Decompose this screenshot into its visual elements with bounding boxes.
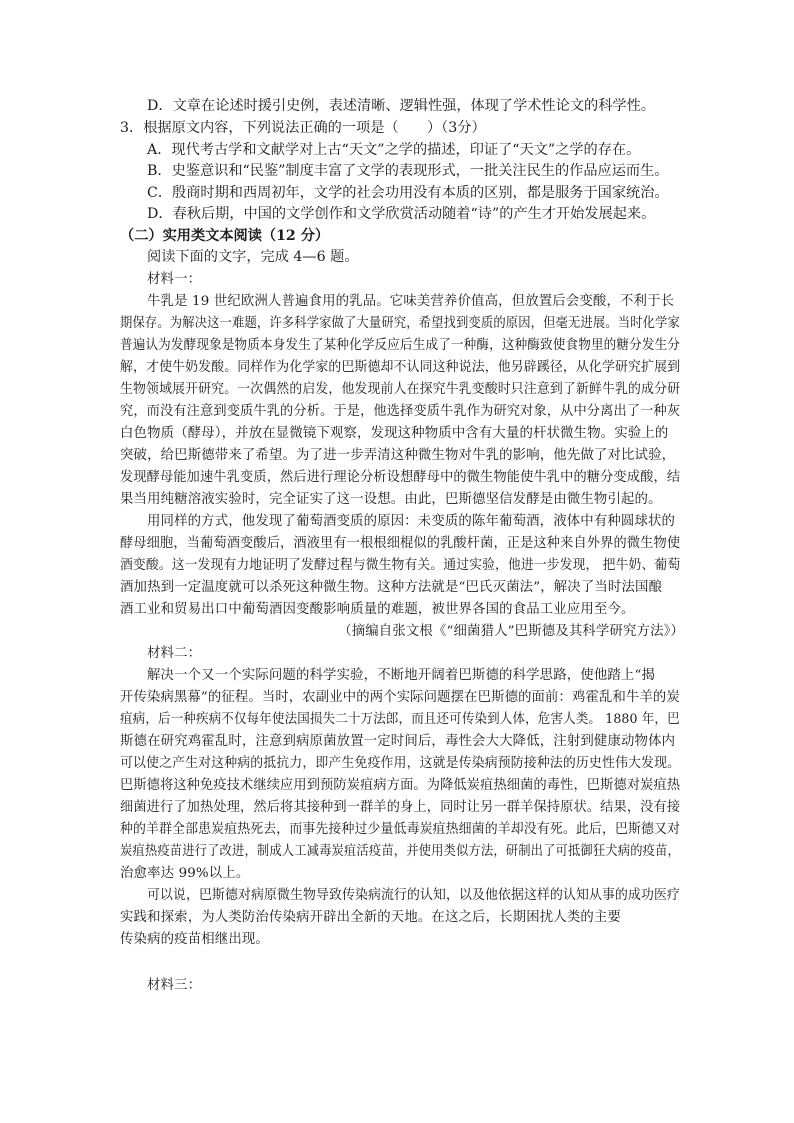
material1-line: 期保存。为解决这一难题，许多科学家做了大量研究，希望找到变质的原因，但毫无进展。当时化学家 bbox=[120, 316, 680, 331]
material2-line: 斯德在研究鸡霍乱时，注意到病原菌放置一定时间后，毒性会大大降低，注射到健康动物体内 bbox=[120, 734, 676, 749]
q3-option-a: A．现代考古学和文献学对上古“天文”之学的描述，印证了“天文”之学的存在。 bbox=[147, 142, 641, 158]
material2-line: 疽病，后一种疾病不仅每年使法国损失二十万法郎，而且还可传染到人体，危害人类。 1880 年，巴 bbox=[120, 712, 680, 727]
material2-line: 传染病的疫苗相继出现。 bbox=[120, 932, 269, 947]
material2-line: 巴斯德将这种免疫技术继续应用到预防炭疽病方面。为降低炭疽热细菌的毒性，巴斯德对炭疽热 bbox=[120, 778, 681, 793]
material1-label: 材料一： bbox=[147, 272, 202, 287]
material2-line: 解决一个又一个实际问题的科学实验，不断地开阔着巴斯德的科学思路，使他踏上“揭 bbox=[147, 668, 655, 683]
material2-line: 种的羊群全部患炭疽热死去，而事先接种过少量低毒炭疽热细菌的羊却没有死。此后，巴斯德又对 bbox=[120, 822, 681, 837]
material1-line: 发现酵母能加速牛乳变质，然后进行理论分析设想酵母中的微生物能使牛乳中的糖分变成酸，结 bbox=[120, 470, 681, 485]
material1-line: 牛乳是 19 世纪欧洲人普遍食用的乳品。它味美营养价值高，但放置后会变酸，不利于长 bbox=[147, 294, 675, 309]
q3-stem: 3．根据原文内容，下列说法正确的一项是（ ）（3分） bbox=[120, 120, 486, 136]
material2-line: 实践和探索，为人类防治传染病开辟出全新的天地。在这之后，长期困扰人类的主要 bbox=[120, 910, 622, 925]
q2-option-d: D．文章在论述时援引史例，表述清晰、逻辑性强，体现了学术性论文的科学性。 bbox=[147, 98, 655, 114]
material2-line: 治愈率达 99%以上。 bbox=[120, 866, 250, 881]
material1-line: 白色物质（酵母），并放在显微镜下观察，发现这种物质中含有大量的杆状微生物。实验上的 bbox=[120, 426, 669, 441]
material1-line: 突破，给巴斯德带来了希望。为了进一步弄清这种微生物对牛乳的影响，他先做了对比试验， bbox=[120, 448, 676, 463]
material1-line: 酒变酸。这一发现有力地证明了发酵过程与微生物有关。通过实验，他进一步发现， 把牛奶、葡萄 bbox=[120, 558, 681, 573]
material2-line: 可以使之产生对这种病的抵抗力，即产生免疫作用，这就是传染病预防接种法的历史性伟大发现。 bbox=[120, 756, 681, 771]
q3-option-d: D．春秋后期，中国的文学创作和文学欣赏活动随着“诗”的产生才开始发展起来。 bbox=[147, 206, 656, 222]
material2-line: 可以说，巴斯德对病原微生物导致传染病流行的认知，以及他依据这样的认知从事的成功医疗 bbox=[147, 888, 680, 903]
material2-line: 开传染病黑幕”的征程。当时，农副业中的两个实际问题摆在巴斯德的面前：鸡霍乱和牛羊的炭 bbox=[120, 690, 680, 705]
material1-line: 用同样的方式，他发现了葡萄酒变质的原因：未变质的陈年葡萄酒，液体中有种圆球状的 bbox=[147, 514, 676, 529]
material1-line: 果当用纯糖溶液实验时，完全证实了这一设想。由此，巴斯德坚信发酵是由微生物引起的。 bbox=[120, 492, 662, 507]
material1-line: 究，而没有注意到变质牛乳的分析。于是，他选择变质牛乳作为研究对象，从中分离出了一种灰 bbox=[120, 404, 681, 419]
material1-line: 普遍认为发酵现象是物质本身发生了某种化学反应后生成了一种酶，这种酶致使食物里的糖分发生分 bbox=[120, 338, 681, 353]
material1-line: 酒加热到一定温度就可以杀死这种微生物。这种方法就是“巴氏灭菌法”，解决了当时法国酿 bbox=[120, 580, 663, 595]
material2-label: 材料二： bbox=[147, 646, 202, 661]
material1-line: 酵母细胞，当葡萄酒变酸后，酒液里有一根根细棍似的乳酸杆菌，正是这种来自外界的微生物使 bbox=[120, 536, 681, 551]
material1-line: 酒工业和贸易出口中葡萄酒因变酸影响质量的难题，被世界各国的食品工业应用至今。 bbox=[120, 602, 635, 617]
section-heading: （二）实用类文本阅读（12 分） bbox=[120, 228, 330, 244]
material3-label: 材料三： bbox=[147, 978, 202, 993]
q3-option-b: B．史鉴意识和“民鉴”制度丰富了文学的表现形式，一批关注民生的作品应运而生。 bbox=[147, 163, 669, 179]
material1-line: 生物领域展开研究。一次偶然的启发，他发现前人在探究牛乳变酸时只注意到了新鲜牛乳的成分研 bbox=[120, 382, 681, 397]
q3-option-c: C．殷商时期和西周初年，文学的社会功用没有本质的区别，都是服务于国家统治。 bbox=[147, 185, 669, 201]
material2-line: 细菌进行了加热处理，然后将其接种到一群羊的身上，同时让另一群羊保持原状。结果，没有接 bbox=[120, 800, 681, 815]
section-instruction: 阅读下面的文字，完成 4—6 题。 bbox=[147, 249, 359, 265]
material2-line: 炭疽热疫苗进行了改进，制成人工减毒炭疽活疫苗，并使用类似方法，研制出了可抵御狂犬病的疫苗， bbox=[120, 844, 680, 859]
material1-line: 解，才使牛奶发酸。同样作为化学家的巴斯德却不认同这种说法，他另辟蹊径，从化学研究扩展到 bbox=[120, 360, 681, 375]
material1-source: （摘编自张文根《“细菌猎人”巴斯德及其科学研究方法》） bbox=[338, 624, 684, 639]
